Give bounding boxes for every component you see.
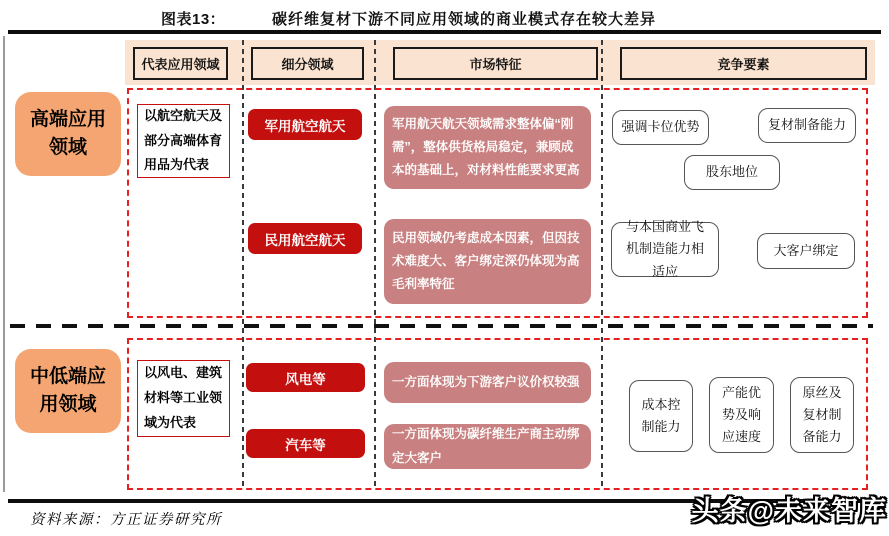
- factor-shareholder-status: 股东地位: [684, 155, 780, 190]
- feature-civil-aerospace: 民用领域仍考虑成本因素，但因技术难度大、客户绑定深仍体现为高毛利率特征: [384, 219, 591, 304]
- segment-automotive: 汽车等: [246, 429, 365, 458]
- segment-wind-power: 风电等: [246, 363, 365, 392]
- segment-military-aerospace: 军用航空航天: [248, 109, 362, 140]
- factor-capacity-response: 产能优势及响应速度: [709, 377, 774, 453]
- left-edge-line: [3, 36, 5, 492]
- figure-title-row: [0, 5, 889, 29]
- watermark: 头条@未来智库: [691, 496, 887, 526]
- column-header-segment: 细分领域: [251, 47, 364, 80]
- column-header-competitive-factor: 竞争要素: [620, 47, 867, 80]
- top-rule: [8, 30, 881, 34]
- figure-number: 图表13：: [161, 11, 226, 28]
- factor-cost-control: 成本控制能力: [629, 380, 693, 452]
- area-label-midlow: 中低端应用领域: [15, 349, 121, 433]
- source-note: 资料来源：方正证券研究所: [30, 512, 222, 528]
- page-title: 碳纤维复材下游不同应用领域的商业模式存在较大差异: [272, 11, 657, 28]
- segment-civil-aerospace: 民用航空航天: [248, 223, 362, 254]
- factor-precursor-composite: 原丝及复材制备能力: [790, 377, 854, 453]
- factor-key-account-binding: 大客户绑定: [757, 233, 855, 269]
- area-label-highend: 高端应用领域: [15, 92, 121, 176]
- section-divider: [10, 324, 873, 328]
- representative-highend: 以航空航天及部分高端体育用品为代表: [137, 104, 230, 178]
- feature-military-aerospace: 军用航天航天领域需求整体偏“刚需”，整体供货格局稳定，兼顾成本的基础上，对材料性能要求更高: [384, 106, 591, 189]
- factor-match-domestic-aircraft: 与本国商业飞机制造能力相适应: [611, 222, 719, 277]
- column-header-market-feature: 市场特征: [393, 47, 598, 80]
- factor-composite-capability: 复材制备能力: [758, 108, 856, 143]
- representative-midlow: 以风电、建筑材料等工业领域为代表: [137, 360, 230, 437]
- column-header-representative-area: 代表应用领域: [133, 47, 228, 80]
- feature-wind-power: 一方面体现为下游客户议价权较强: [384, 362, 591, 403]
- factor-position-advantage: 强调卡位优势: [612, 110, 709, 145]
- feature-automotive: 一方面体现为碳纤维生产商主动绑定大客户: [384, 424, 591, 469]
